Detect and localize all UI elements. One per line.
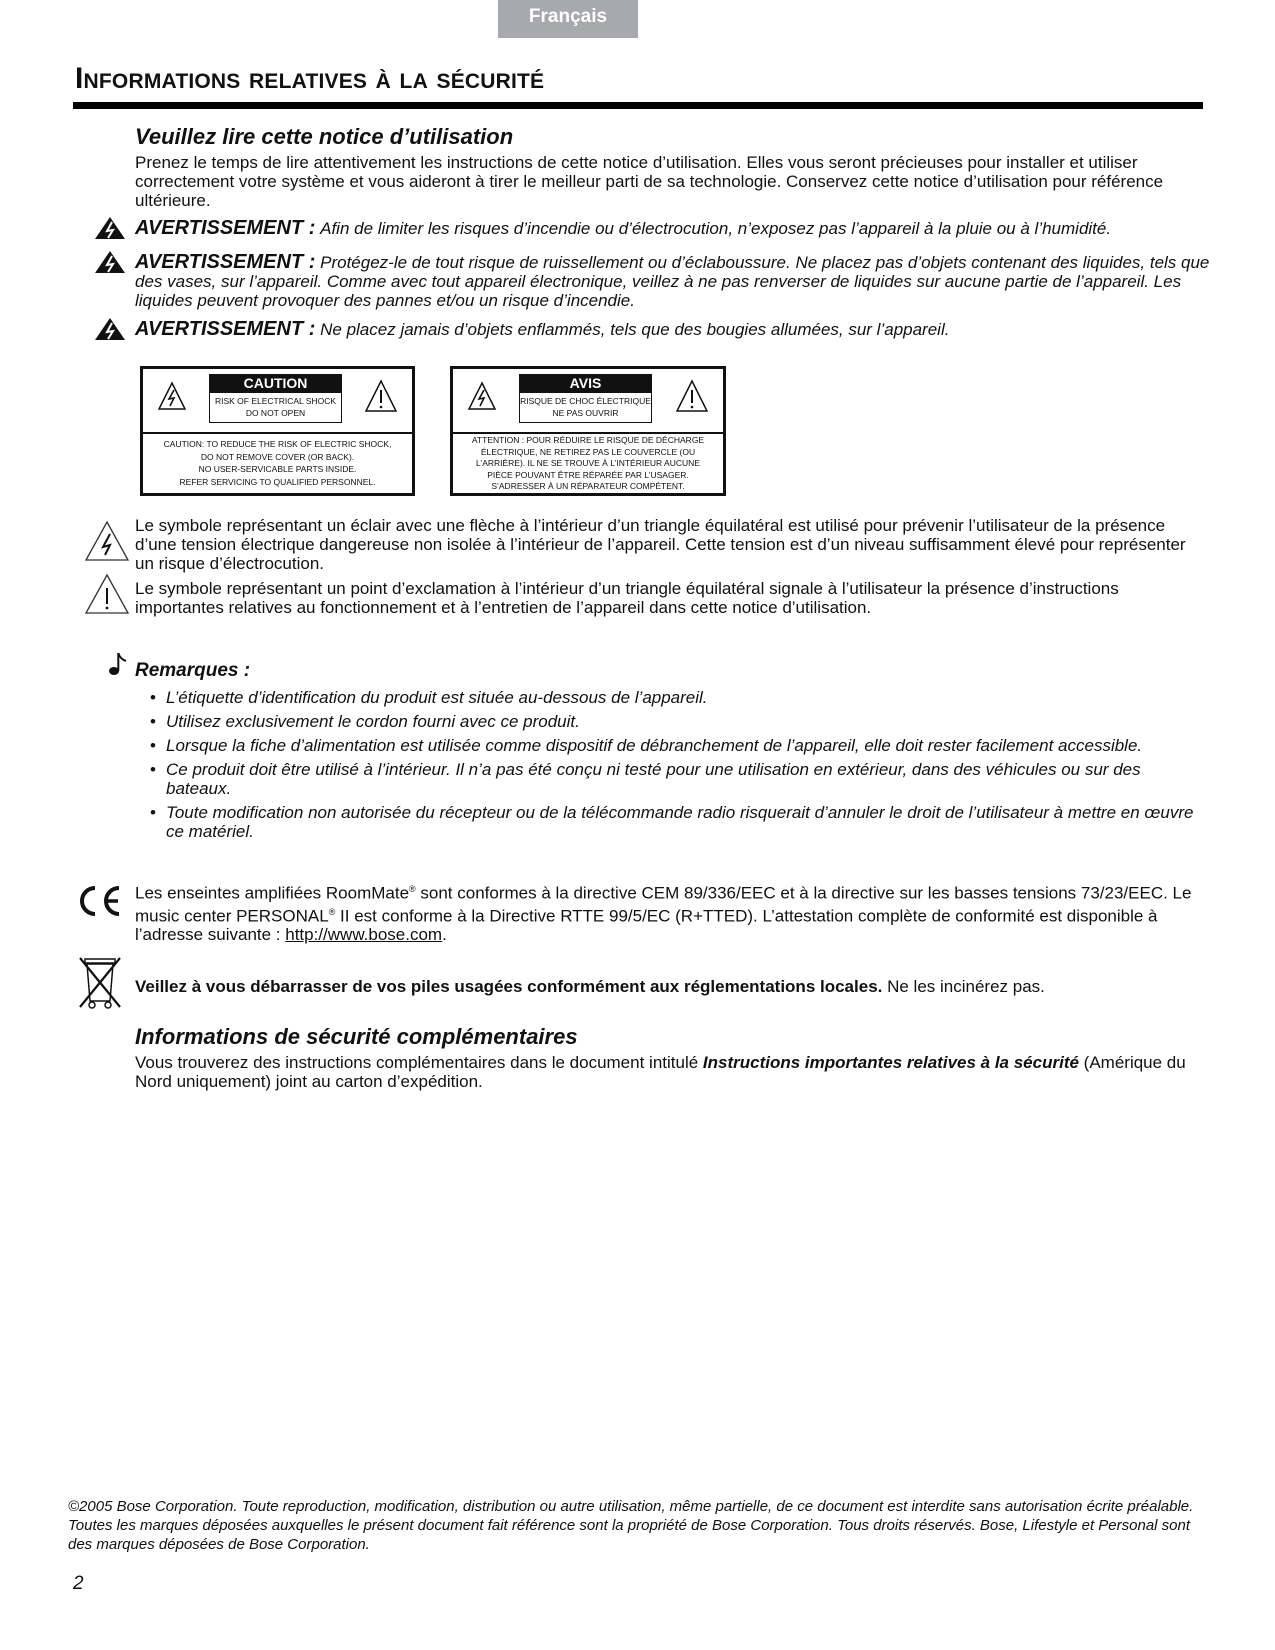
caution-subtext: RISK OF ELECTRICAL SHOCK DO NOT OPEN (209, 392, 342, 423)
ce-text-1: Les enseintes amplifiées RoomMate (135, 883, 410, 903)
avis-label (450, 366, 726, 496)
lightning-triangle-icon (157, 381, 187, 411)
ce-compliance (135, 880, 1200, 944)
exclamation-triangle-icon (364, 379, 398, 413)
avis-heading: AVIS (519, 374, 652, 392)
warning-2 (135, 253, 1210, 310)
list-item: • Lorsque la fiche d’alimentation est utilisée comme dispositif de débranchement de l’appareil, elle doit rester facilement accessible. (150, 736, 1205, 755)
battery-bold-text: Veillez à vous débarrasser de vos piles usagées conformément aux réglementations locales. (135, 977, 883, 996)
language-tab[interactable]: Français (498, 0, 638, 38)
warning-3 (135, 320, 1210, 339)
registered-mark: ® (409, 884, 416, 894)
copyright-footer: ©2005 Bose Corporation. Toute reproduction, modification, distribution ou autre utilisation, même partielle, de ce document est interdite sans autorisation écrite préalable. Toutes les marques déposées auxquelles le présent document fait référence sont la propriété de Bose Corporation. Tous droits réservés. Bose, Lifestyle et Personal sont des marques déposées de Bose Corporation. (68, 1498, 1194, 1553)
ce-text-end: . (442, 925, 447, 945)
crossed-bin-icon (78, 955, 122, 1011)
exclamation-triangle-icon (84, 573, 130, 615)
warning-label: AVERTISSEMENT : (135, 318, 316, 340)
ce-text-2: sont conformes à la directive CEM 89/336/EEC et à la directive sur les basses tensions 73/23/EEC. Le music center PERSONAL (135, 883, 1192, 926)
warning-1 (135, 219, 1210, 238)
exclamation-triangle-icon (675, 379, 709, 413)
extra-text-2: (Amérique du Nord uniquement) joint au carton d’expédition. (135, 1053, 1186, 1091)
notes-list (150, 688, 1205, 846)
music-note-icon (108, 651, 128, 677)
read-notice-section (135, 124, 1200, 210)
lightning-text: Le symbole représentant un éclair avec une flèche à l’intérieur d’un triangle équilatéral est utilisé pour prévenir l’utilisateur de la présence d’une tension électrique dangereuse non isolée à l’intérieur de l’appareil. Cette tension est d’un niveau suffisamment élevé pour représenter un risque d’électrocution. (135, 516, 1186, 573)
warning-icon (94, 317, 126, 341)
title-rule (73, 102, 1203, 109)
page-number: 2 (73, 1573, 84, 1594)
list-item: • Ce produit doit être utilisé à l’intérieur. Il n’a pas été conçu ni testé pour une utilisation en extérieur, dans des véhicules ou sur des bateaux. (150, 760, 1205, 798)
ce-text-3: II est conforme à la Directive RTTE 99/5/EC (R+TTED). L’attestation complète de conformité est disponible à l’adresse suivante : (135, 906, 1158, 945)
extra-safety-section (135, 1024, 1200, 1091)
read-notice-text: Prenez le temps de lire attentivement les instructions de cette notice d’utilisation. Elles vous seront précieuses pour installer et utiliser correctement votre système et vous aideront à tirer le meilleur parti de sa technologie. Conservez cette notice d’utilisation pour référence ultérieure. (135, 153, 1164, 210)
page-title: Informations relatives à la sécurité (75, 62, 545, 95)
list-item: • Toute modification non autorisée du récepteur ou de la télécommande radio risquerait d’annuler le droit de l’utilisateur à mettre en œuvre ce matériel. (150, 803, 1205, 841)
caution-label (140, 366, 415, 496)
extra-text-1: Vous trouverez des instructions complémentaires dans le document intitulé (135, 1053, 703, 1072)
list-item: • Utilisez exclusivement le cordon fourni avec ce produit. (150, 712, 1205, 731)
warning-label: AVERTISSEMENT : (135, 217, 316, 239)
warning-text: Ne placez jamais d’objets enflammés, tels que des bougies allumées, sur l’appareil. (320, 320, 950, 339)
warning-text: Protégez-le de tout risque de ruissellement ou d’éclaboussure. Ne placez pas d’objets contenant des liquides, tels que des vases, sur l’appareil. Comme avec tout appareil électronique, veillez à ne pas renverser de liquides sur aucune partie de l’appareil. Les liquides peuvent provoquer des pannes et/ou un risque d’incendie. (135, 253, 1210, 310)
notes-title: Remarques : (135, 660, 251, 681)
warning-label: AVERTISSEMENT : (135, 251, 316, 273)
caution-body: CAUTION: TO REDUCE THE RISK OF ELECTRIC SHOCK, DO NOT REMOVE COVER (OR BACK). NO USER-SERVICABLE PARTS INSIDE. REFER SERVICING TO QUALIFIED PERSONNEL. (163, 439, 392, 487)
lightning-triangle-icon (467, 381, 497, 411)
warning-text: Afin de limiter les risques d’incendie ou d’électrocution, n’exposez pas l’appareil à la pluie ou à l’humidité. (320, 219, 1112, 238)
warning-icon (94, 250, 126, 274)
extra-safety-heading: Informations de sécurité complémentaires (135, 1024, 578, 1049)
avis-subtext: RISQUE DE CHOC ÉLECTRIQUE NE PAS OUVRIR (519, 392, 652, 423)
bose-website-link[interactable]: http://www.bose.com (285, 925, 443, 945)
registered-mark: ® (328, 906, 336, 917)
avis-body: ATTENTION : POUR RÉDUIRE LE RISQUE DE DÉCHARGE ÉLECTRIQUE, NE RETIREZ PAS LE COUVERCLE (OU L’ARRIÈRE). IL NE SE TROUVE À L’INTÉRIEUR AUCUNE PIÈCE POUVANT ÊTRE RÉPARÉE PAR L’USAGER. S’ADRESSER À UN RÉPARATEUR COMPÉTENT. (471, 435, 705, 491)
lightning-symbol-explanation (135, 516, 1200, 573)
warning-icon (94, 216, 126, 240)
ce-mark-icon (75, 884, 125, 918)
caution-heading: CAUTION (209, 374, 342, 392)
safety-document-title: Instructions importantes relatives à la sécurité (702, 1053, 1079, 1072)
read-notice-heading: Veuillez lire cette notice d’utilisation (135, 124, 514, 149)
exclamation-symbol-explanation (135, 579, 1200, 617)
list-item: • L’étiquette d’identification du produit est située au-dessous de l’appareil. (150, 688, 1205, 707)
battery-text: Ne les incinérez pas. (882, 977, 1045, 996)
battery-disposal (135, 977, 1200, 996)
exclamation-text: Le symbole représentant un point d’exclamation à l’intérieur d’un triangle équilatéral signale à l’utilisateur la présence d’instructions importantes relatives au fonctionnement et à l’entretien de l’appareil dans cette notice d’utilisation. (135, 579, 1119, 617)
lightning-triangle-icon (84, 520, 130, 562)
